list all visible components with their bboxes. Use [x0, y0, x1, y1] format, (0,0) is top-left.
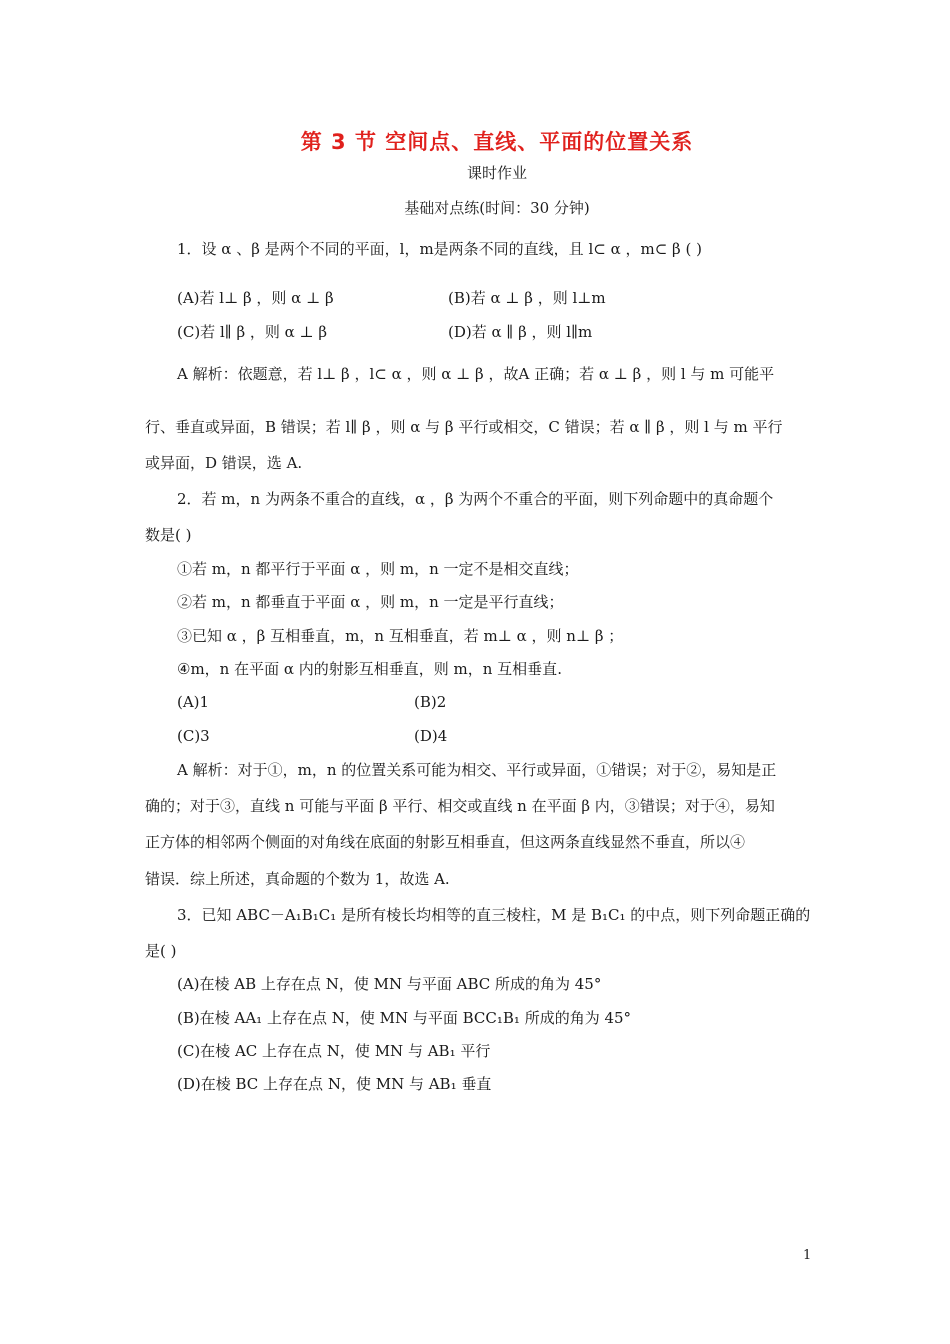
q2-statement-4: ④m，n 在平面 α 内的射影互相垂直，则 m，n 互相垂直. — [177, 660, 562, 678]
q3-option-c: (C)在棱 AC 上存在点 N，使 MN 与 AB₁ 平行 — [177, 1042, 491, 1060]
q1-option-a: (A)若 l⊥ β ，则 α ⊥ β — [177, 289, 334, 307]
q2-option-c: (C)3 — [177, 727, 210, 745]
q2-option-b: (B)2 — [414, 693, 447, 711]
q2-answer-line-3: 正方体的相邻两个侧面的对角线在底面的射影互相垂直，但这两条直线显然不垂直，所以④ — [145, 833, 746, 851]
q1-answer-line-2: 行、垂直或异面，B 错误；若 l∥ β ，则 α 与 β 平行或相交，C 错误；若 α ∥ β ，则 l 与 m 平行 — [145, 418, 783, 436]
q3-stem-line-1: 3．已知 ABC－A₁B₁C₁ 是所有棱长均相等的直三棱柱，M 是 B₁C₁ 的中点，则下列命题正确的 — [177, 906, 811, 924]
q2-option-d: (D)4 — [414, 727, 448, 745]
q2-statement-1: ①若 m，n 都平行于平面 α ，则 m，n 一定不是相交直线； — [177, 560, 579, 578]
q2-answer-line-2: 确的；对于③，直线 n 可能与平面 β 平行、相交或直线 n 在平面 β 内，③错误；对于④，易知 — [145, 797, 775, 815]
q3-option-b: (B)在棱 AA₁ 上存在点 N，使 MN 与平面 BCC₁B₁ 所成的角为 45° — [177, 1009, 632, 1027]
q2-option-a: (A)1 — [177, 693, 210, 711]
q2-statement-3: ③已知 α ，β 互相垂直，m，n 互相垂直，若 m⊥ α ，则 n⊥ β ； — [177, 627, 624, 645]
q2-stem-line-2: 数是( ) — [145, 526, 192, 544]
q2-answer-line-4: 错误．综上所述，真命题的个数为 1，故选 A. — [145, 870, 450, 888]
section-heading: 基础对点练(时间：30 分钟) — [404, 199, 590, 217]
q2-answer-line-1: A 解析：对于①，m，n 的位置关系可能为相交、平行或异面，①错误；对于②，易知是正 — [177, 761, 777, 779]
subtitle: 课时作业 — [466, 164, 527, 182]
q1-option-b: (B)若 α ⊥ β ，则 l⊥m — [448, 289, 606, 307]
q2-statement-2: ②若 m，n 都垂直于平面 α ，则 m，n 一定是平行直线； — [177, 593, 564, 611]
q1-answer-line-1: A 解析：依题意，若 l⊥ β ，l⊂ α ，则 α ⊥ β ，故A 正确；若 α ⊥ β ，则 l 与 m 可能平 — [177, 365, 775, 383]
q2-stem-line-1: 2．若 m，n 为两条不重合的直线，α ，β 为两个不重合的平面，则下列命题中的真命题个 — [177, 490, 774, 508]
q1-stem: 1．设 α 、β 是两个不同的平面，l，m是两条不同的直线，且 l⊂ α ，m⊂ β ( ) — [177, 240, 702, 258]
page-number: 1 — [803, 1248, 812, 1263]
q1-option-d: (D)若 α ∥ β ，则 l∥m — [448, 323, 593, 341]
q3-option-a: (A)在棱 AB 上存在点 N，使 MN 与平面 ABC 所成的角为 45° — [177, 975, 602, 993]
q1-option-c: (C)若 l∥ β ，则 α ⊥ β — [177, 323, 328, 341]
q3-stem-line-2: 是( ) — [145, 942, 177, 960]
q1-answer-line-3: 或异面，D 错误，选 A. — [145, 454, 303, 472]
page-title: 第 3 节 空间点、直线、平面的位置关系 — [300, 130, 694, 154]
q3-option-d: (D)在棱 BC 上存在点 N，使 MN 与 AB₁ 垂直 — [177, 1075, 492, 1093]
